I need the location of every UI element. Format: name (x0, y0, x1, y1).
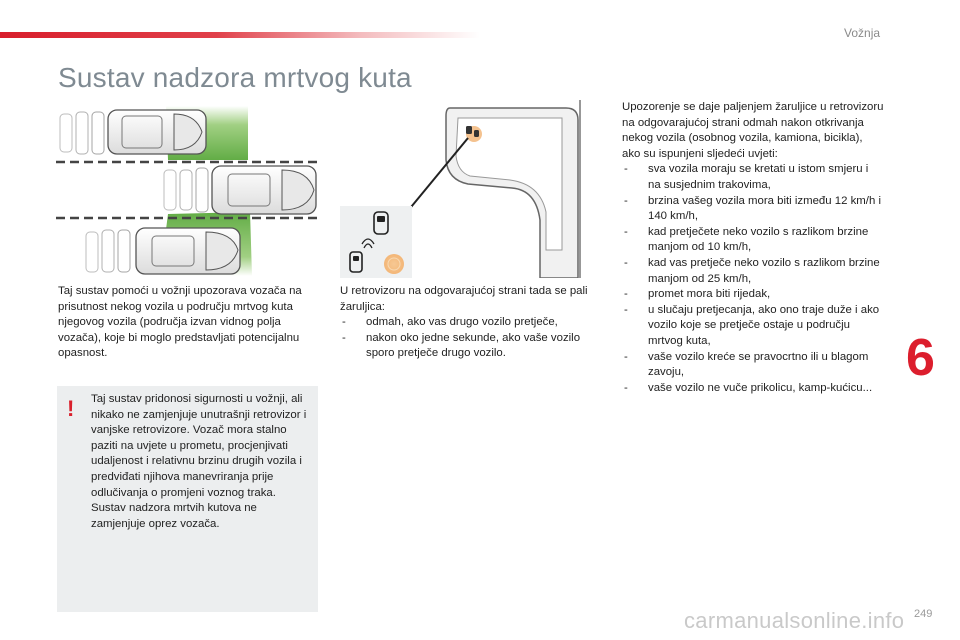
list-item: - brzina vašeg vozila mora biti između 12 km/h i 140 km/h, (622, 194, 884, 225)
watermark: carmanualsonline.info (684, 608, 905, 633)
mirror-paragraph (340, 284, 602, 362)
list-item: - sva vozila moraju se kretati u istom smjeru i na susjednim trakovima, (622, 162, 884, 193)
blind-spot-illustration (56, 100, 320, 278)
mirror-intro: U retrovizoru na odgovarajućoj strani tada se pali žaruljica: (340, 285, 588, 313)
mirror-list (340, 315, 602, 362)
intro-paragraph (58, 284, 320, 362)
mirror-indicator-illustration (340, 100, 604, 278)
warning-text-1: Taj sustav pridonosi sigurnosti u vožnji, ali nikako ne zamjenjuje unutrašnji retrovizor i vanjske retrovizore. Vozač mora stalno paziti na uvjete u prometu, procjenjivati udaljenost i relativnu brzinu drugih vozila i predviđati njihova manevriranja prije odlučivanja o promjeni voznog traka. (91, 393, 307, 499)
page-number: 249 (914, 608, 933, 620)
header-accent-bar (0, 32, 480, 38)
list-item: - promet mora biti rijedak, (622, 287, 884, 303)
list-item: - odmah, ako vas drugo vozilo pretječe, (340, 315, 602, 331)
conditions-list (622, 162, 884, 396)
list-item: - vaše vozilo ne vuče prikolicu, kamp-kućicu... (622, 381, 884, 397)
page-title: Sustav nadzora mrtvog kuta (58, 62, 412, 93)
intro-text: Taj sustav pomoći u vožnji upozorava vozača na prisutnost nekog vozila u području mrtvog kuta njegovog vozila (područja izvan vidnog polja vozača), koje bi moglo predstavljati potencijalnu opasnost. (58, 285, 302, 360)
section-label: Vožnja (844, 26, 881, 40)
warning-text-2: Sustav nadzora mrtvih kutova ne zamjenjuje oprez vozača. (91, 502, 257, 530)
list-item: - u slučaju pretjecanja, ako ono traje duže i ako vozilo koje se pretječe ostaje u području mrtvog kuta, (622, 303, 884, 350)
list-item: - vaše vozilo kreće se pravocrtno ili u blagom zavoju, (622, 350, 884, 381)
chapter-number: 6 (906, 329, 935, 387)
list-item: - nakon oko jedne sekunde, ako vaše vozilo sporo pretječe drugo vozilo. (340, 331, 602, 362)
conditions-intro: Upozorenje se daje paljenjem žaruljice u retrovizoru na odgovarajućoj strani odmah nakon otkrivanja nekog vozila (osobnog vozila, kamiona, bicikla), ako su ispunjeni sljedeći uvjeti: (622, 101, 884, 160)
conditions-paragraph (622, 100, 884, 396)
warning-icon: ! (67, 396, 75, 421)
warning-box (57, 386, 318, 612)
list-item: - kad pretječete neko vozilo s razlikom brzine manjom od 10 km/h, (622, 225, 884, 256)
list-item: - kad vas pretječe neko vozilo s razlikom brzine manjom od 25 km/h, (622, 256, 884, 287)
